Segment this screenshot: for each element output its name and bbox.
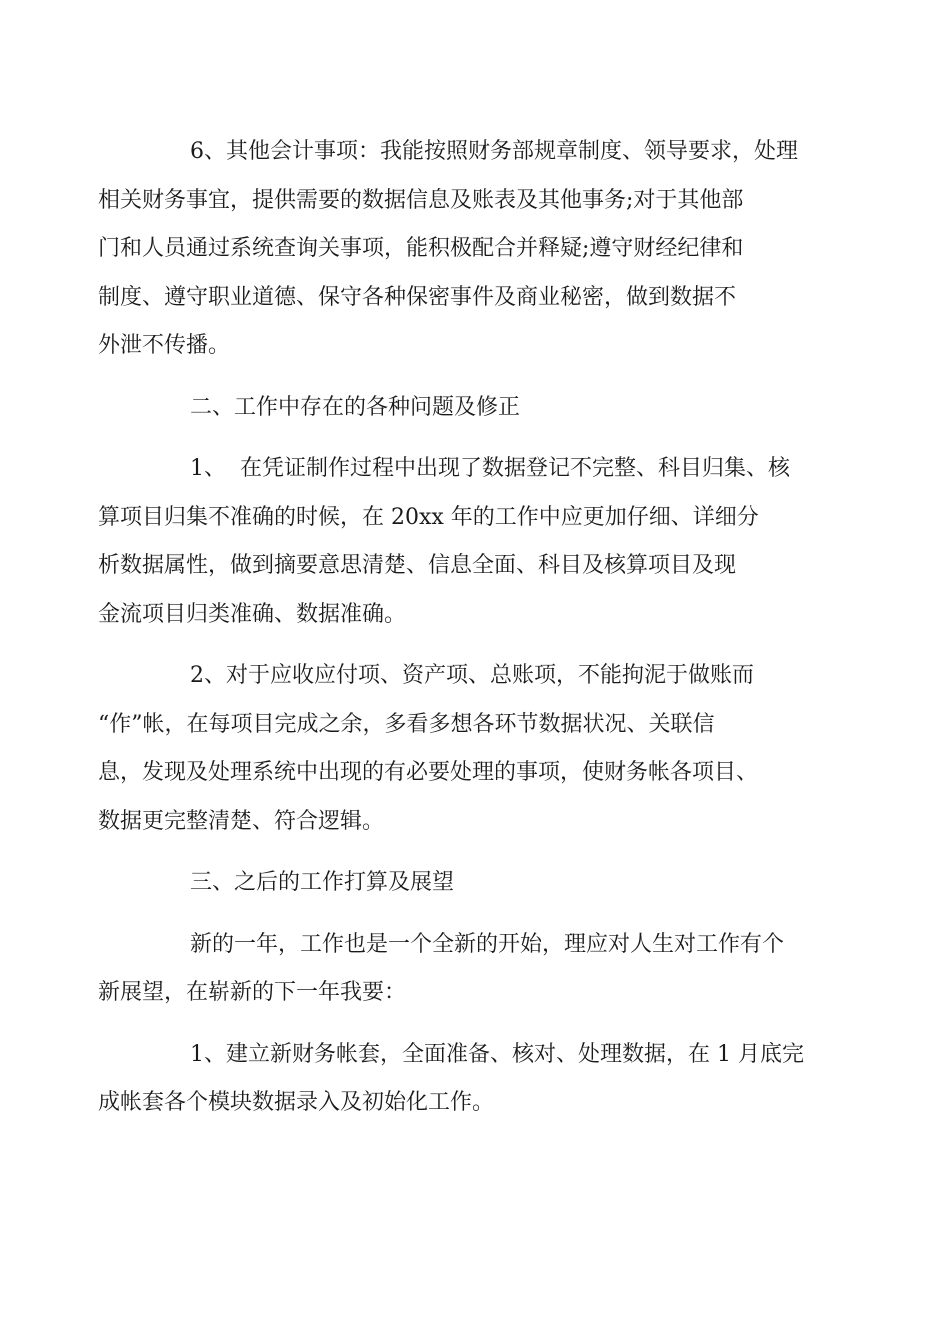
section-heading-problems [144,384,808,433]
text-line: “作”帐，在每项目完成之余，多看多想各环节数据状况、关联信 [98,711,715,737]
text-line: 新展望，在崭新的下一年我要： [98,980,407,1005]
text-line: 外泄不传播。 [98,333,231,358]
heading-text: 三、之后的工作打算及展望 [190,870,455,895]
document-body [98,128,808,1141]
paragraph-plan-1 [98,1031,808,1128]
text-line: 1、建立新财务帐套，全面准备、核对、处理数据，在 1 月底完 [190,1041,804,1067]
section-heading-plans [144,859,808,908]
paragraph-new-year [98,921,808,1018]
text-line: 析数据属性，做到摘要意思清楚、信息全面、科目及核算项目及现 [98,553,737,578]
text-line: 相关财务事宜，提供需要的数据信息及账表及其他事务;对于其他部 [98,187,744,213]
text-line: 2、对于应收应付项、资产项、总账项，不能拘泥于做账而 [190,663,754,688]
text-line: 成帐套各个模块数据录入及初始化工作。 [98,1090,495,1115]
text-line: 新的一年，工作也是一个全新的开始，理应对人生对工作有个 [190,931,785,957]
text-line: 制度、遵守职业道德、保守各种保密事件及商业秘密，做到数据不 [98,284,737,310]
paragraph-problem-1 [98,445,808,639]
text-line: 数据更完整清楚、符合逻辑。 [98,808,385,834]
text-line: 金流项目归类准确、数据准确。 [98,601,407,627]
text-line: 算项目归集不准确的时候，在 20xx 年的工作中应更加仔细、详细分 [98,504,759,530]
text-line: 1、 在凭证制作过程中出现了数据登记不完整、科目归集、核 [190,456,790,481]
paragraph-problem-2 [98,652,808,846]
text-line: 门和人员通过系统查询关事项，能积极配合并释疑;遵守财经纪律和 [98,236,744,261]
text-line: 息，发现及处理系统中出现的有必要处理的事项，使财务帐各项目、 [98,760,759,785]
text-line: 6、其他会计事项：我能按照财务部规章制度、领导要求，处理 [190,139,798,164]
paragraph-other-accounting-matters [98,128,808,371]
heading-text: 二、工作中存在的各种问题及修正 [190,394,521,420]
